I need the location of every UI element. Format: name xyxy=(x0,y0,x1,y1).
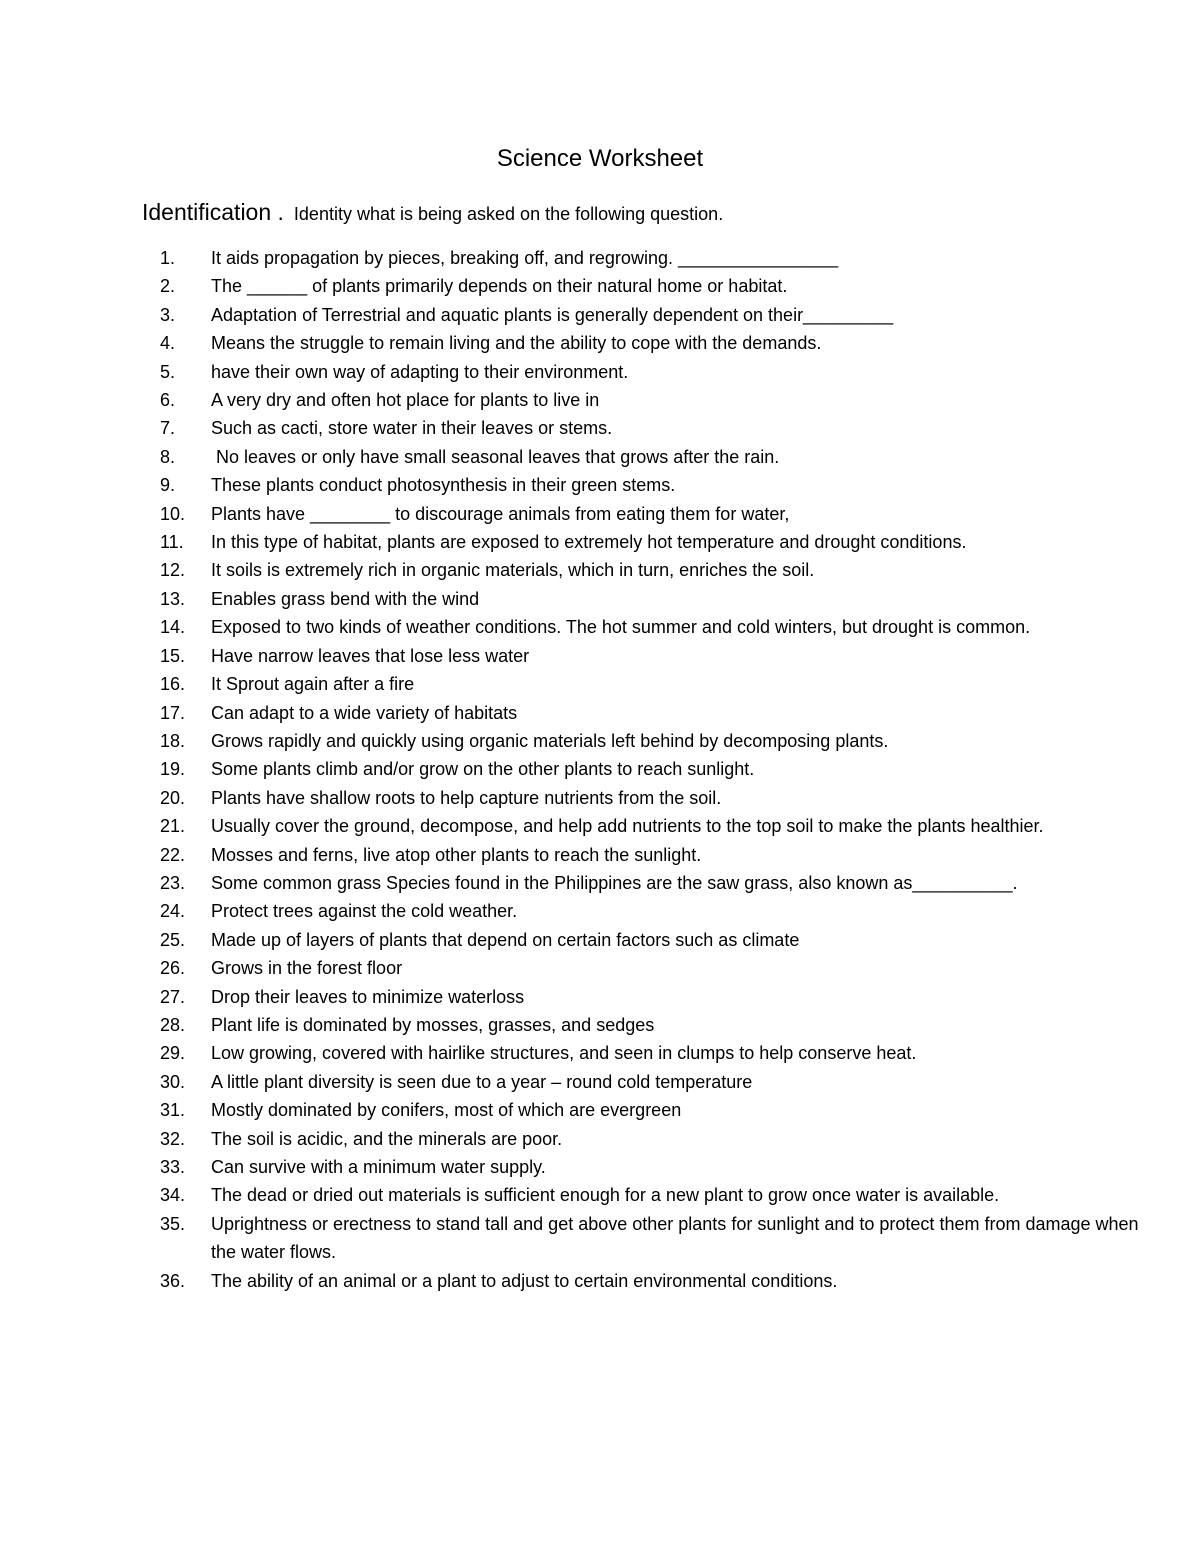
question-item xyxy=(160,585,1160,613)
question-text: Drop their leaves to minimize waterloss xyxy=(211,986,525,1007)
question-item xyxy=(160,755,1160,783)
question-item xyxy=(160,556,1160,584)
question-number: 3. xyxy=(160,304,176,325)
question-text: Enables grass bend with the wind xyxy=(211,588,480,609)
question-item xyxy=(160,386,1160,414)
question-number: 16. xyxy=(160,674,186,695)
question-number: 13. xyxy=(160,588,186,609)
question-number: 31. xyxy=(160,1100,186,1121)
question-item xyxy=(160,642,1160,670)
question-number: 8. xyxy=(160,446,176,467)
question-number: 20. xyxy=(160,787,186,808)
question-text: A little plant diversity is seen due to a year – round cold temperature xyxy=(211,1071,753,1092)
question-number: 5. xyxy=(160,361,176,382)
question-text: Means the struggle to remain living and the ability to cope with the demands. xyxy=(211,333,822,354)
section-header xyxy=(142,196,723,230)
question-item xyxy=(160,358,1160,386)
question-text: The dead or dried out materials is sufficient enough for a new plant to grow once water is available. xyxy=(211,1185,1000,1206)
question-text: Low growing, covered with hairlike structures, and seen in clumps to help conserve heat. xyxy=(211,1043,917,1064)
question-item xyxy=(160,244,1160,272)
question-number: 10. xyxy=(160,503,186,524)
question-text: In this type of habitat, plants are exposed to extremely hot temperature and drought conditions. xyxy=(211,532,967,553)
question-text: Some common grass Species found in the Philippines are the saw grass, also known as__________. xyxy=(211,872,1018,893)
question-number: 21. xyxy=(160,816,186,837)
question-text: Protect trees against the cold weather. xyxy=(211,901,518,922)
question-number: 28. xyxy=(160,1014,186,1035)
question-text: Grows in the forest floor xyxy=(211,958,403,979)
question-text: Exposed to two kinds of weather conditions. The hot summer and cold winters, but drought is common. xyxy=(211,617,1031,638)
question-text: The ability of an animal or a plant to adjust to certain environmental conditions. xyxy=(211,1270,838,1291)
question-text: Mostly dominated by conifers, most of which are evergreen xyxy=(211,1100,682,1121)
question-item xyxy=(160,272,1160,300)
question-item xyxy=(160,727,1160,755)
question-text: Usually cover the ground, decompose, and help add nutrients to the top soil to make the plants healthier. xyxy=(211,816,1044,837)
question-text: Mosses and ferns, live atop other plants to reach the sunlight. xyxy=(211,844,702,865)
question-item xyxy=(160,500,1160,528)
question-number: 9. xyxy=(160,475,176,496)
question-item xyxy=(160,812,1160,840)
question-item xyxy=(160,443,1160,471)
question-item xyxy=(160,1267,1160,1295)
question-text: Uprightness or erectness to stand tall and get above other plants for sunlight and to protect them from damage when the water flows. xyxy=(211,1213,1144,1263)
question-text: It Sprout again after a fire xyxy=(211,674,415,695)
question-number: 4. xyxy=(160,333,176,354)
question-item xyxy=(160,983,1160,1011)
question-number: 36. xyxy=(160,1270,186,1291)
question-item xyxy=(160,1096,1160,1124)
question-text: Can adapt to a wide variety of habitats xyxy=(211,702,518,723)
question-number: 14. xyxy=(160,617,186,638)
question-text: Plant life is dominated by mosses, grasses, and sedges xyxy=(211,1014,655,1035)
question-number: 7. xyxy=(160,418,176,439)
question-number: 35. xyxy=(160,1213,186,1234)
question-text: Adaptation of Terrestrial and aquatic plants is generally dependent on their_________ xyxy=(211,304,894,325)
section-heading: Identification . xyxy=(142,199,284,225)
question-number: 17. xyxy=(160,702,186,723)
question-item xyxy=(160,869,1160,897)
question-item xyxy=(160,1181,1160,1209)
question-number: 26. xyxy=(160,958,186,979)
question-text: Plants have ________ to discourage animals from eating them for water, xyxy=(211,503,790,524)
question-number: 11. xyxy=(160,532,184,553)
question-text: It soils is extremely rich in organic materials, which in turn, enriches the soil. xyxy=(211,560,815,581)
question-number: 33. xyxy=(160,1157,186,1177)
question-item xyxy=(160,528,1160,556)
question-item xyxy=(160,1011,1160,1039)
question-number: 19. xyxy=(160,759,186,780)
question-item xyxy=(160,699,1160,727)
question-number: 32. xyxy=(160,1128,186,1149)
question-text: Such as cacti, store water in their leaves or stems. xyxy=(211,418,613,439)
question-item xyxy=(160,784,1160,812)
question-list xyxy=(160,244,1160,1295)
question-item xyxy=(160,670,1160,698)
question-number: 34. xyxy=(160,1185,186,1206)
question-item xyxy=(160,954,1160,982)
question-text: Some plants climb and/or grow on the other plants to reach sunlight. xyxy=(211,759,755,780)
question-number: 27. xyxy=(160,986,186,1007)
question-number: 15. xyxy=(160,645,186,666)
question-text: It aids propagation by pieces, breaking off, and regrowing. ________________ xyxy=(211,248,839,268)
question-number: 18. xyxy=(160,730,186,751)
question-text: The soil is acidic, and the minerals are poor. xyxy=(211,1128,563,1149)
question-number: 23. xyxy=(160,872,186,893)
question-number: 2. xyxy=(160,276,176,297)
question-number: 1. xyxy=(160,248,176,268)
question-text: Grows rapidly and quickly using organic materials left behind by decomposing plants. xyxy=(211,730,889,751)
question-text: Plants have shallow roots to help capture nutrients from the soil. xyxy=(211,787,722,808)
page-title: Science Worksheet xyxy=(496,145,704,172)
question-text: These plants conduct photosynthesis in their green stems. xyxy=(211,475,676,496)
question-item xyxy=(160,1068,1160,1096)
question-item xyxy=(160,1153,1160,1181)
question-item xyxy=(160,471,1160,499)
question-item xyxy=(160,841,1160,869)
section-instruction: Identity what is being asked on the following question. xyxy=(293,204,724,224)
question-number: 30. xyxy=(160,1071,186,1092)
question-item xyxy=(160,301,1160,329)
question-item xyxy=(160,414,1160,442)
question-item xyxy=(160,329,1160,357)
question-text: Have narrow leaves that lose less water xyxy=(211,645,530,666)
question-item xyxy=(160,613,1160,641)
question-item xyxy=(160,1039,1160,1067)
question-item xyxy=(160,1125,1160,1153)
question-number: 6. xyxy=(160,390,176,411)
question-text: Can survive with a minimum water supply. xyxy=(211,1157,546,1177)
question-text: have their own way of adapting to their environment. xyxy=(211,361,629,382)
question-number: 22. xyxy=(160,844,186,865)
question-number: 25. xyxy=(160,929,186,950)
question-item xyxy=(160,897,1160,925)
question-text: Made up of layers of plants that depend on certain factors such as climate xyxy=(211,929,800,950)
question-item xyxy=(160,926,1160,954)
question-text: A very dry and often hot place for plants to live in xyxy=(211,390,600,411)
question-text: No leaves or only have small seasonal leaves that grows after the rain. xyxy=(211,446,780,467)
question-text: The ______ of plants primarily depends on their natural home or habitat. xyxy=(211,276,788,297)
question-item xyxy=(160,1210,1160,1267)
question-number: 29. xyxy=(160,1043,186,1064)
question-number: 12. xyxy=(160,560,186,581)
question-number: 24. xyxy=(160,901,186,922)
